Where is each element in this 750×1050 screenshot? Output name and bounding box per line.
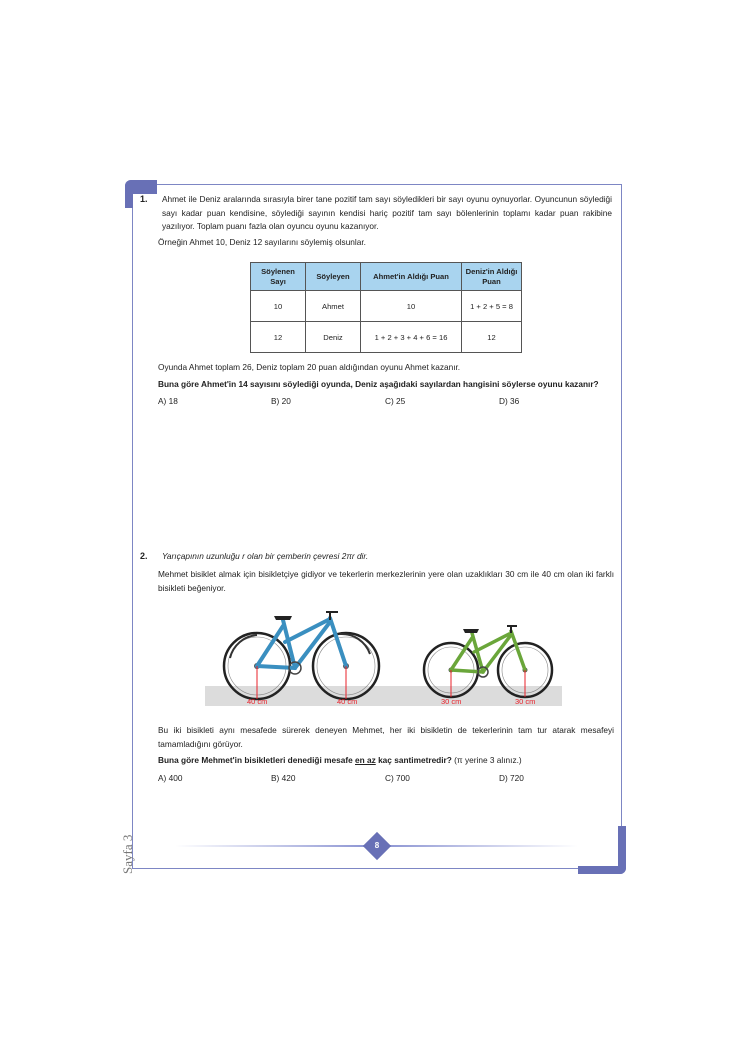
q1-result: Oyunda Ahmet toplam 26, Deniz toplam 20 puan aldığından oyunu Ahmet kazanır.: [158, 362, 461, 372]
bicycles-illustration: [200, 598, 570, 708]
bike1-rear-height-label: 40 cm: [247, 697, 268, 706]
frame-corner-bottom-right-horizontal: [578, 866, 626, 874]
table-cell: 12: [462, 322, 522, 353]
q2-option-c[interactable]: C) 700: [385, 773, 410, 783]
table-cell: Ahmet: [306, 291, 361, 322]
table-cell: 12: [251, 322, 306, 353]
q2-number: 2.: [140, 551, 148, 561]
q1-example: Örneğin Ahmet 10, Deniz 12 sayılarını söylemiş olsunlar.: [158, 237, 366, 247]
table-cell: 10: [251, 291, 306, 322]
frame-right-line: [621, 184, 622, 830]
table-header: Ahmet'in Aldığı Puan: [361, 263, 462, 291]
q2-question-part1: Buna göre Mehmet'in bisikletleri denediği mesafe: [158, 755, 355, 765]
frame-top-line: [140, 184, 622, 185]
table-cell: 1 + 2 + 5 = 8: [462, 291, 522, 322]
q1-option-c[interactable]: C) 25: [385, 396, 406, 406]
q2-question-underlined: en az: [355, 755, 376, 765]
table-cell: Deniz: [306, 322, 361, 353]
q1-number: 1.: [140, 194, 148, 204]
page-number: 8: [374, 841, 380, 850]
table-cell: 1 + 2 + 3 + 4 + 6 = 16: [361, 322, 462, 353]
footer-line-left: [175, 845, 365, 847]
table-header: Deniz'in Aldığı Puan: [462, 263, 522, 291]
table-row: [251, 322, 522, 353]
bike2-frame: [451, 631, 525, 672]
q2-question-note: (π yerine 3 alınız.): [451, 755, 522, 765]
bike2-rear-height-label: 30 cm: [441, 697, 462, 706]
q2-question: [158, 754, 628, 768]
bike1-frame: [257, 618, 346, 668]
q2-question-part2: kaç santimetredir?: [375, 755, 452, 765]
q2-option-d[interactable]: D) 720: [499, 773, 524, 783]
q2-body: Bu iki bisikleti aynı mesafede sürerek deneyen Mehmet, her iki bisikletin de tekerlerinin tam tur atarak mesafeyi tamamladığını görüyor.: [158, 725, 614, 749]
q1-option-a[interactable]: A) 18: [158, 396, 178, 406]
frame-left-line: [132, 200, 133, 868]
table-header: Söyleyen: [306, 263, 361, 291]
frame-corner-top-left-vertical: [125, 180, 133, 208]
table-cell: 10: [361, 291, 462, 322]
q1-option-d[interactable]: D) 36: [499, 396, 520, 406]
q2-intro: Mehmet bisiklet almak için bisikletçiye gidiyor ve tekerlerin merkezlerinin yere olan uzaklıkları 30 cm ile 40 cm olan iki farklı bisikleti beğeniyor.: [158, 569, 614, 593]
q1-intro: Ahmet ile Deniz aralarında sırasıyla birer tane pozitif tam sayı söyledikleri bir sayı oyunu oynuyorlar. Oyuncunun söylediği sayı kadar puan kendisine, söylediği sayının kendisi hariç pozitif tam sayı bölenlerinin toplamı kadar puan rakibine yazılıyor. Toplam puanı fazla olan oyuncu oyunu kazanıyor.: [162, 194, 612, 231]
footer-line-right: [388, 845, 578, 847]
table-row: [251, 291, 522, 322]
bike2-front-height-label: 30 cm: [515, 697, 536, 706]
bike-40cm: [224, 612, 379, 699]
q1-points-table: [250, 262, 522, 353]
frame-bottom-line: [132, 868, 582, 869]
q1-option-b[interactable]: B) 20: [271, 396, 291, 406]
q2-option-a[interactable]: A) 400: [158, 773, 183, 783]
q2-option-b[interactable]: B) 420: [271, 773, 296, 783]
bike-30cm: [424, 626, 552, 697]
table-header: Söylenen Sayı: [251, 263, 306, 291]
q1-question: Buna göre Ahmet'in 14 sayısını söylediği oyunda, Deniz aşağıdaki sayılardan hangisini söylerse oyunu kazanır?: [158, 379, 599, 389]
q2-hint: Yarıçapının uzunluğu r olan bir çemberin çevresi 2πr dir.: [162, 551, 369, 561]
page-side-label: Sayfa 3: [120, 834, 135, 874]
bike1-front-height-label: 40 cm: [337, 697, 358, 706]
